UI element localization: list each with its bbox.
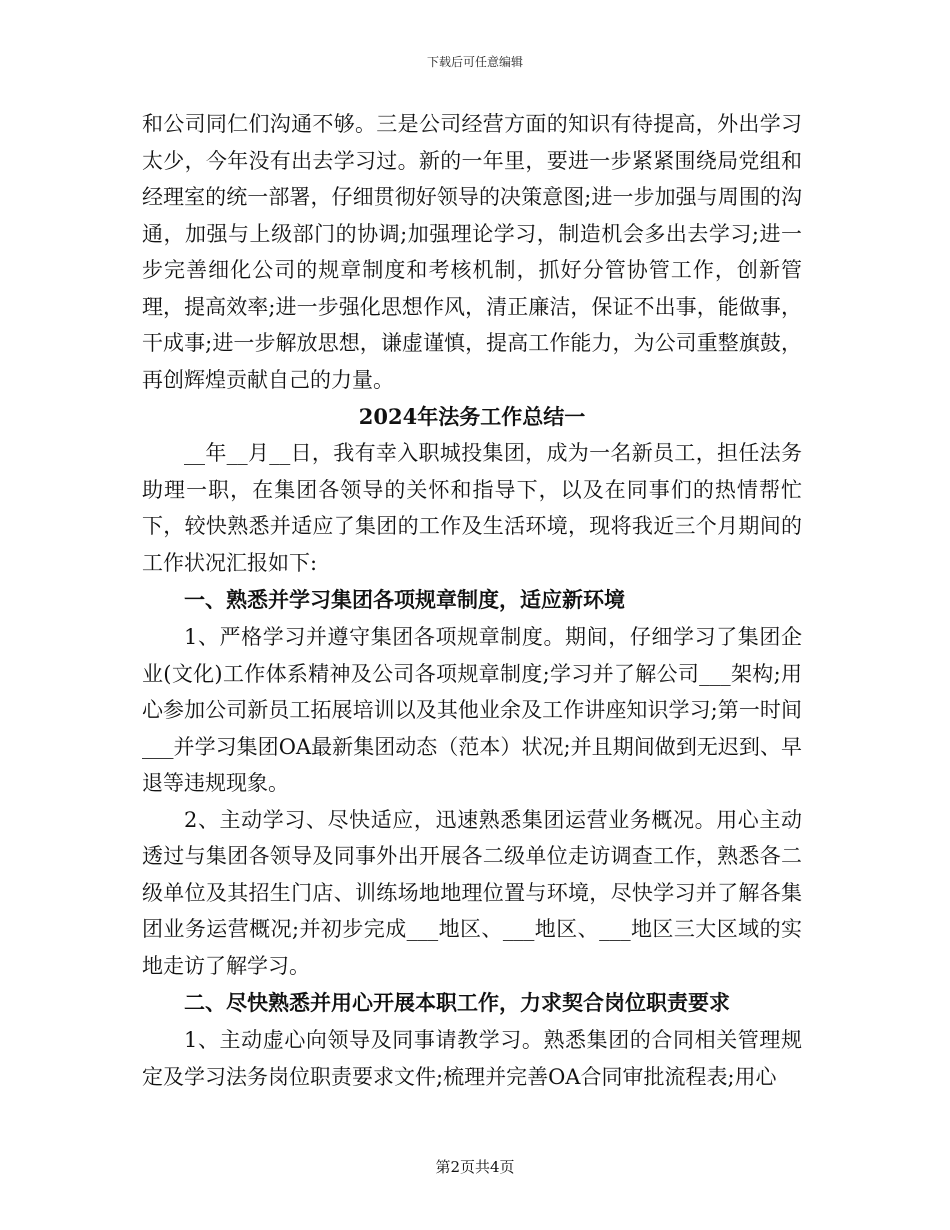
page-number-footer: 第2页共4页 bbox=[435, 1158, 515, 1176]
page-header-note: 下载后可任意编辑 bbox=[426, 55, 523, 69]
section1-paragraph-1: 1、严格学习并遵守集团各项规章制度。期间，仔细学习了集团企业(文化)工作体系精神及公司各项规章制度;学习并了解公司___架构;用心参加公司新员工拓展培训以及其他业余及工作讲座知识学习;第一时间___并学习集团OA最新集团动态（范本）状况;并且期间做到无迟到、早退等违规现象。 bbox=[142, 625, 802, 795]
continuation-paragraph: 和公司同仁们沟通不够。三是公司经营方面的知识有待提高，外出学习太少，今年没有出去学习过。新的一年里，要进一步紧紧围绕局党组和经理室的统一部署，仔细贯彻好领导的决策意图;进一步加强与周围的沟通，加强与上级部门的协调;加强理论学习，制造机会多出去学习;进一步完善细化公司的规章制度和考核机制，抓好分管协管工作，创新管理，提高效率;进一步强化思想作风，清正廉洁，保证不出事，能做事，干成事;进一步解放思想，谦虚谨慎，提高工作能力，为公司重整旗鼓，再创辉煌贡献自己的力量。 bbox=[142, 112, 802, 392]
section-heading-2: 二、尽快熟悉并用心开展本职工作，力求契合岗位职责要求 bbox=[184, 990, 730, 1015]
section1-paragraph-2: 2、主动学习、尽快适应，迅速熟悉集团运营业务概况。用心主动透过与集团各领导及同事外出开展各二级单位走访调查工作，熟悉各二级单位及其招生门店、训练场地地理位置与环境，尽快学习并了解各集团业务运营概况;并初步完成___地区、___地区、___地区三大区域的实地走访了解学习。 bbox=[142, 807, 802, 978]
section2-paragraph-1: 1、主动虚心向领导及同事请教学习。熟悉集团的合同相关管理规定及学习法务岗位职责要求文件;梳理并完善OA合同审批流程表;用心 bbox=[142, 1028, 802, 1089]
section-heading-1: 一、熟悉并学习集团各项规章制度，适应新环境 bbox=[184, 587, 625, 612]
intro-paragraph: __年__月__日，我有幸入职城投集团，成为一名新员工，担任法务助理一职，在集团各领导的关怀和指导下，以及在同事们的热情帮忙下，较快熟悉并适应了集团的工作及生活环境，现将我近三个月期间的工作状况汇报如下: bbox=[142, 441, 802, 575]
document-body bbox=[142, 106, 802, 1095]
document-title: 2024年法务工作总结一 bbox=[358, 404, 586, 429]
